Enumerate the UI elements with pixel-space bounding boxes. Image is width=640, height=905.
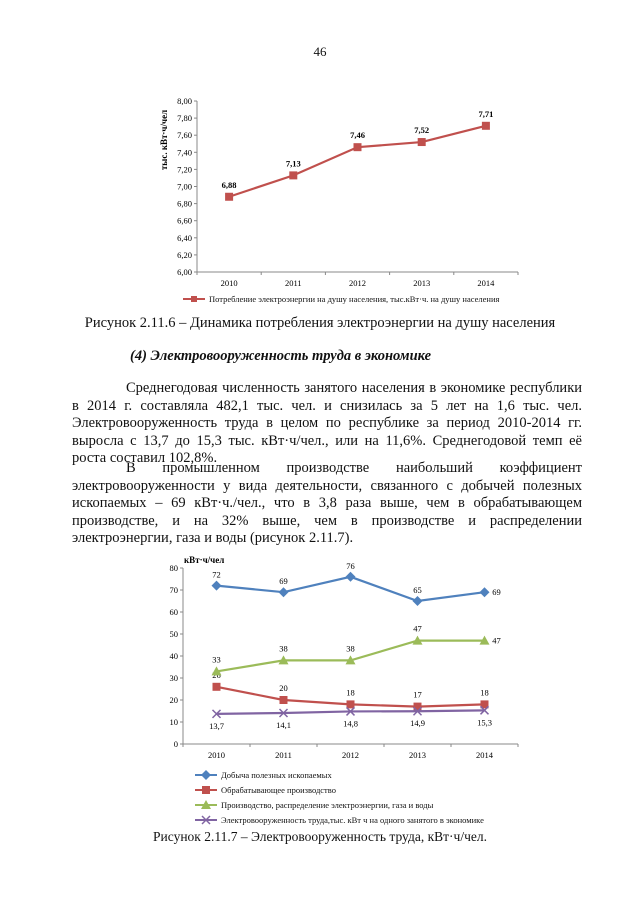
y-tick-label: 20: [169, 695, 178, 705]
x-tick-label: 2014: [477, 278, 495, 288]
data-point: [289, 171, 297, 179]
paragraph: В промышленном производстве наибольший коэффициент электровооруженности у вида деятельности, связанного с добычей полезных ископаемых – 69 кВт·ч./чел., что в 3,8 раза выше, чем в обрабатывающем производстве, и на 32% выше, чем в производстве и распределении электроэнергии, газа и воды (рисунок 2.11.7).: [72, 460, 582, 547]
chart2-legend-entry: [195, 770, 332, 780]
x-tick-label: 2010: [220, 278, 238, 288]
chart2-legend-entry: [195, 800, 433, 810]
labor-electrification-chart: [0, 555, 640, 770]
data-point: [280, 696, 288, 704]
data-label: 69: [492, 587, 501, 598]
data-label: 18: [346, 687, 355, 698]
data-label: 7,13: [285, 158, 301, 169]
x-tick-label: 2013: [413, 278, 431, 288]
page-number: 46: [313, 44, 327, 59]
section-heading: (4) Электровооруженность труда в экономике: [130, 348, 432, 364]
y-tick-label: 7,00: [177, 181, 192, 192]
data-label: 76: [346, 560, 355, 571]
data-label: 13,7: [209, 720, 224, 731]
figure-caption-2-11-7: Рисунок 2.11.7 – Электровооруженность труда, кВт·ч/чел.: [153, 829, 487, 844]
x-tick-label: 2012: [342, 750, 359, 760]
x-tick-label: 2012: [349, 278, 366, 288]
data-label: 20: [279, 683, 288, 693]
y-axis-label: кВт·ч/чел: [184, 555, 225, 565]
y-tick-label: 7,60: [177, 130, 192, 141]
data-point: [482, 122, 490, 130]
y-tick-label: 7,40: [177, 147, 192, 158]
chart2-legend-label: Производство, распределение электроэнергии, газа и воды: [221, 800, 434, 810]
data-label: 47: [492, 635, 501, 646]
y-tick-label: 40: [169, 651, 178, 661]
y-tick-label: 10: [169, 717, 178, 727]
data-label: 47: [413, 623, 422, 634]
data-label: 7,52: [414, 125, 430, 136]
chart2-legend-entry: [195, 815, 484, 825]
data-label: 18: [480, 687, 489, 698]
data-label: 15,3: [477, 717, 492, 728]
chart2-legend-label: Электровооруженность труда,тыс. кВт ч на одного занятого в экономике: [221, 815, 484, 825]
x-tick-label: 2011: [284, 278, 302, 288]
data-label: 72: [212, 569, 221, 580]
chart2-legend-label: Обрабатывающее производство: [221, 785, 336, 795]
y-tick-label: 6,80: [177, 198, 192, 209]
data-label: 7,46: [350, 130, 365, 141]
x-tick-label: 2011: [275, 750, 292, 760]
legend-line-marker-icon: [195, 785, 217, 795]
legend-line-marker-icon: [183, 295, 205, 303]
chart2-legend-label: Добыча полезных ископаемых: [221, 770, 332, 780]
chart1-legend-label: Потребление электроэнергии на душу населения, тыс.кВт·ч. на душу населения: [209, 294, 500, 304]
data-point: [213, 683, 221, 691]
consumption-per-capita-chart: [0, 0, 640, 300]
x-tick-label: 2013: [409, 750, 426, 760]
data-label: 17: [413, 689, 422, 700]
data-label: 38: [279, 643, 288, 654]
data-point: [418, 138, 426, 146]
figure-caption-2-11-6: Рисунок 2.11.6 – Динамика потребления электроэнергии на душу населения: [84, 315, 556, 331]
y-tick-label: 6,40: [177, 232, 192, 243]
data-label: 7,71: [478, 108, 494, 119]
y-tick-label: 60: [169, 607, 178, 617]
y-tick-label: 30: [169, 673, 178, 683]
legend-line-marker-icon: [195, 800, 217, 810]
data-point: [354, 143, 362, 151]
chart2-legend-entry: [195, 785, 336, 795]
data-point: [480, 587, 490, 597]
data-point: [347, 700, 355, 708]
data-label: 65: [413, 585, 422, 595]
y-tick-label: 6,60: [177, 215, 192, 226]
y-axis-label: тыс. кВт·ч/чел: [159, 109, 169, 171]
data-point: [346, 572, 356, 582]
x-tick-label: 2010: [208, 750, 225, 760]
legend-line-marker-icon: [195, 770, 217, 780]
y-tick-label: 7,80: [177, 113, 192, 124]
y-tick-label: 50: [169, 629, 178, 639]
y-tick-label: 6,00: [177, 267, 192, 277]
y-tick-label: 70: [169, 585, 178, 595]
data-point: [413, 596, 423, 606]
data-label: 14,8: [343, 718, 358, 729]
data-label: 14,9: [410, 718, 425, 729]
y-tick-label: 7,20: [177, 164, 192, 175]
chart1-legend: [183, 294, 499, 304]
data-label: 38: [346, 643, 355, 654]
y-tick-label: 80: [169, 563, 178, 573]
data-point: [279, 587, 289, 597]
legend-line-marker-icon: [195, 815, 217, 825]
data-label: 33: [212, 654, 221, 665]
data-point: [225, 193, 233, 201]
data-point: [212, 581, 222, 591]
paragraph: Среднегодовая численность занятого населения в экономике республики в 2014 г. составляла 482,1 тыс. чел. и снизилась за 5 лет на 1,6 тыс. чел. Электровооруженность труда в целом по республике за период 2010-2014 гг. выросла с 13,7 до 15,3 тыс. кВт·ч/чел., или на 11,6%. Среднегодовой темп её роста составил 102,8%.: [72, 380, 582, 467]
x-tick-label: 2014: [476, 750, 493, 760]
y-tick-label: 8,00: [177, 96, 192, 106]
y-tick-label: 6,20: [177, 249, 192, 260]
data-label: 6,88: [221, 179, 237, 190]
data-label: 69: [279, 576, 288, 587]
data-label: 14,1: [276, 719, 291, 730]
y-tick-label: 0: [173, 739, 178, 749]
